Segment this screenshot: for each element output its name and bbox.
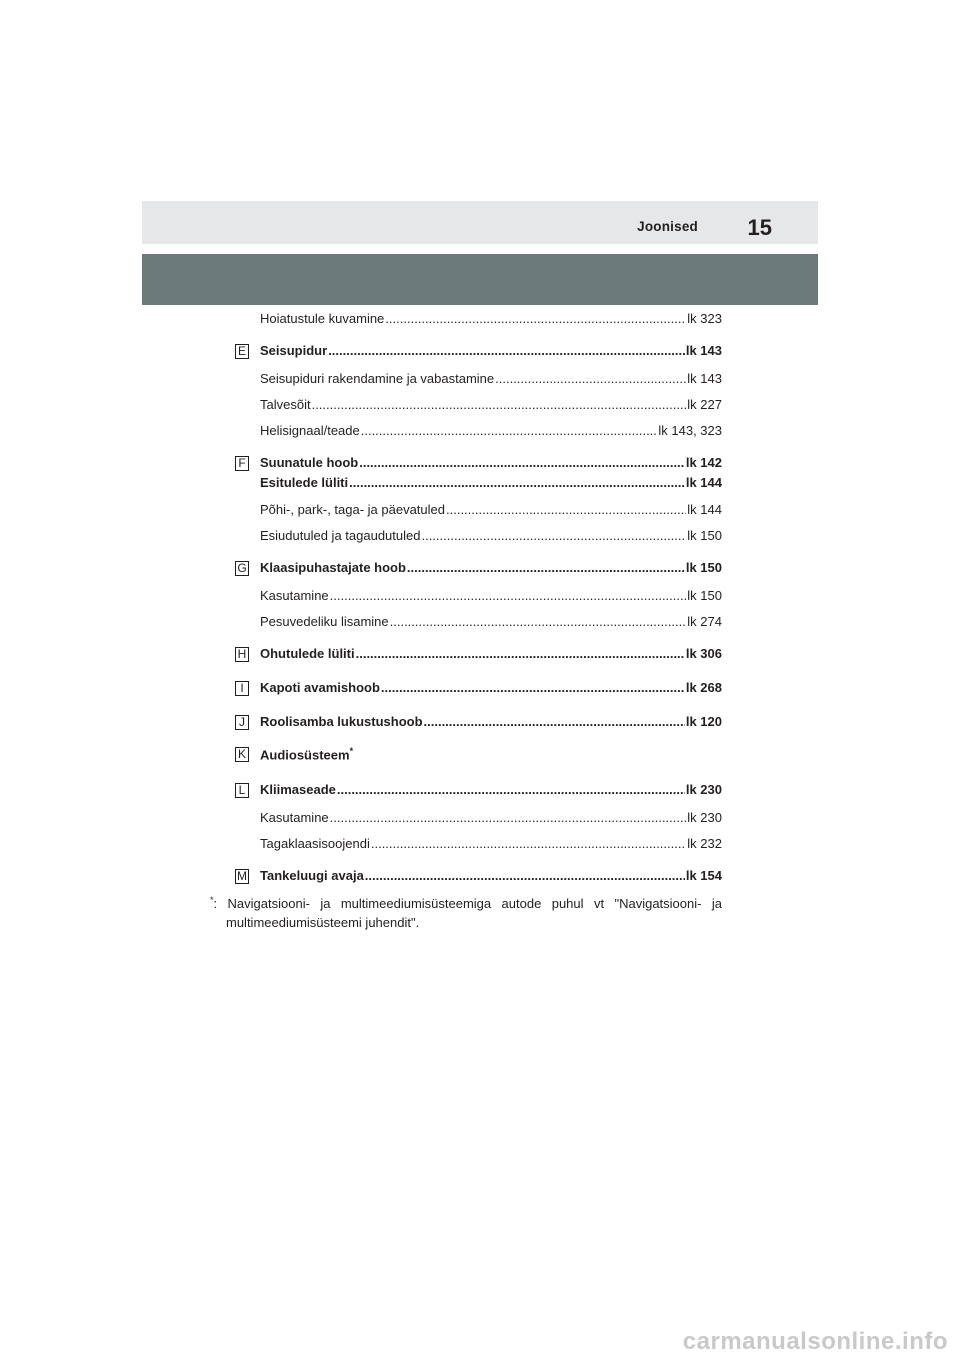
dot-leader (446, 502, 686, 517)
entry-label: Kliimaseade (260, 782, 336, 797)
entry-label: Pesuvedeliku lisamine (260, 614, 389, 629)
index-entry (260, 680, 722, 695)
entry-label: Roolisamba lukustushoob (260, 714, 423, 729)
entry-label: Hoiatustule kuvamine (260, 311, 385, 326)
header-band (142, 201, 818, 244)
entry-page-ref: lk 143 (687, 371, 722, 386)
entry-label: Kapoti avamishoob (260, 680, 380, 695)
entry-label: Seisupiduri rakendamine ja vabastamine (260, 371, 495, 386)
dot-leader (337, 782, 685, 797)
dot-leader (312, 397, 687, 412)
dot-leader (356, 646, 685, 661)
index-entry (260, 746, 353, 762)
entry-label: Talvesõit (260, 397, 311, 412)
index-entry (260, 528, 722, 543)
section-tag-j: J (235, 715, 249, 730)
entry-page-ref: lk 230 (685, 782, 722, 797)
entry-page-ref: lk 142 (685, 455, 722, 470)
dot-leader (349, 475, 685, 490)
dot-leader (385, 311, 686, 326)
index-entry (260, 502, 722, 517)
entry-page-ref: lk 306 (685, 646, 722, 661)
entry-page-ref: lk 150 (685, 560, 722, 575)
index-entry (260, 588, 722, 603)
index-entry (260, 560, 722, 575)
decorative-band (142, 254, 818, 305)
index-entry (260, 423, 722, 438)
index-entry (260, 836, 722, 851)
footnote (210, 891, 722, 932)
entry-page-ref: lk 150 (687, 588, 722, 603)
index-entry (260, 782, 722, 797)
section-tag-l: L (235, 783, 249, 798)
entry-label: Audiosüsteem (260, 747, 350, 763)
dot-leader (330, 810, 687, 825)
entry-label: Suunatule hoob (260, 455, 359, 470)
dot-leader (381, 680, 685, 695)
entry-label: Klaasipuhastajate hoob (260, 560, 406, 575)
footnote-line-1: : Navigatsiooni- ja multimeediumisüsteemiga autode puhul vt "Navigatsiooni- ja (213, 896, 722, 911)
index-entry (260, 868, 722, 883)
entry-label: Esiudutuled ja tagaudutuled (260, 528, 421, 543)
section-tag-f: F (235, 456, 249, 471)
index-entry (260, 397, 722, 412)
index-entry (260, 343, 722, 358)
index-entry (260, 371, 722, 386)
entry-page-ref: lk 150 (687, 528, 722, 543)
entry-label: Kasutamine (260, 588, 329, 603)
entry-page-ref: lk 144 (687, 502, 722, 517)
section-tag-m: M (237, 869, 247, 883)
entry-page-ref: lk 232 (687, 836, 722, 851)
entry-page-ref: lk 227 (687, 397, 722, 412)
section-title: Joonised (637, 219, 698, 234)
entry-label: Seisupidur (260, 343, 328, 358)
dot-leader (365, 868, 685, 883)
index-entry (260, 455, 722, 470)
index-entry (260, 475, 722, 490)
section-tag-k: K (235, 747, 249, 762)
dot-leader (421, 528, 686, 543)
entry-label: Helisignaal/teade (260, 423, 360, 438)
entry-page-ref: lk 323 (687, 311, 722, 326)
page-number: 15 (747, 215, 772, 240)
dot-leader (361, 423, 658, 438)
entry-label: Kasutamine (260, 810, 329, 825)
watermark: carmanualsonline.info (682, 1328, 948, 1355)
entry-page-ref: lk 154 (685, 868, 722, 883)
section-tag-i: I (235, 681, 249, 696)
entry-page-ref: lk 120 (685, 714, 722, 729)
entry-page-ref: lk 144 (685, 475, 722, 490)
entry-label: Esitulede lüliti (260, 475, 349, 490)
dot-leader (424, 714, 685, 729)
section-tag-e: E (235, 344, 249, 359)
footnote-mark: * (210, 895, 214, 905)
footnote-mark: * (349, 746, 354, 756)
dot-leader (371, 836, 686, 851)
entry-page-ref: lk 268 (685, 680, 722, 695)
index-entry (260, 614, 722, 629)
index-entry (260, 646, 722, 661)
entry-label: Ohutulede lüliti (260, 646, 355, 661)
entry-page-ref: lk 230 (687, 810, 722, 825)
footnote-line-2: multimeediumisüsteemi juhendit". (226, 915, 420, 930)
entry-label: Põhi-, park-, taga- ja päevatuled (260, 502, 445, 517)
index-entry (260, 714, 722, 729)
dot-leader (330, 588, 687, 603)
entry-label: Tagaklaasisoojendi (260, 836, 370, 851)
entry-page-ref: lk 143, 323 (658, 423, 722, 438)
dot-leader (390, 614, 687, 629)
entry-label: Tankeluugi avaja (260, 868, 364, 883)
entry-page-ref: lk 274 (687, 614, 722, 629)
index-entry (260, 311, 722, 326)
dot-leader (495, 371, 686, 386)
dot-leader (407, 560, 685, 575)
entry-page-ref: lk 143 (685, 343, 722, 358)
section-tag-h: H (235, 647, 249, 662)
index-entry (260, 810, 722, 825)
dot-leader (328, 343, 685, 358)
section-tag-g: G (235, 561, 249, 576)
dot-leader (359, 455, 685, 470)
